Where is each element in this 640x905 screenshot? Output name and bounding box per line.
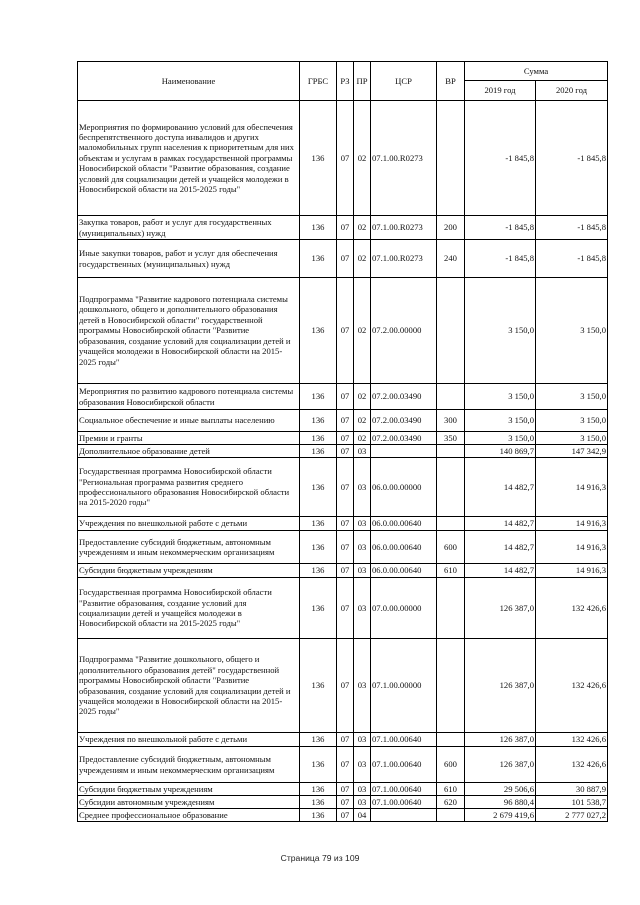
row-pr: 02 <box>354 101 371 216</box>
row-grbs: 136 <box>300 432 337 445</box>
row-grbs: 136 <box>300 809 337 822</box>
row-csr: 06.0.00.00640 <box>371 564 437 578</box>
row-name: Субсидии бюджетным учреждениям <box>78 564 300 578</box>
row-pr: 03 <box>354 747 371 783</box>
row-amount-2020: -1 845,8 <box>536 240 608 278</box>
row-amount-2019: 14 482,7 <box>465 458 536 517</box>
row-rz: 07 <box>337 384 354 410</box>
row-amount-2019: 2 679 419,6 <box>465 809 536 822</box>
row-rz: 07 <box>337 747 354 783</box>
row-amount-2019: 29 506,6 <box>465 783 536 796</box>
row-amount-2020: 14 916,3 <box>536 517 608 531</box>
table-row <box>78 796 608 809</box>
header-rz: РЗ <box>337 62 354 101</box>
row-csr: 07.1.00.R0273 <box>371 240 437 278</box>
row-grbs: 136 <box>300 639 337 733</box>
row-vr: 600 <box>437 747 465 783</box>
table-body <box>78 101 608 822</box>
row-amount-2020: 30 887,9 <box>536 783 608 796</box>
row-rz: 07 <box>337 458 354 517</box>
row-pr: 02 <box>354 410 371 432</box>
table-row <box>78 216 608 240</box>
row-csr <box>371 445 437 458</box>
table-row <box>78 278 608 384</box>
row-name: Подпрограмма "Развитие дошкольного, общего и дополнительного образования детей" государственной программы Новосибирской области "Развитие образования, создание условий для социализации детей и учащейся молодежи в Новосибирской области на 2015-2025 годы" <box>78 639 300 733</box>
table-row <box>78 445 608 458</box>
table-row <box>78 639 608 733</box>
row-name: Иные закупки товаров, работ и услуг для обеспечения государственных (муниципальных) нужд <box>78 240 300 278</box>
table-row <box>78 809 608 822</box>
row-vr: 610 <box>437 564 465 578</box>
budget-table <box>77 61 608 822</box>
row-rz: 07 <box>337 432 354 445</box>
row-amount-2020: 132 426,6 <box>536 733 608 747</box>
table-row <box>78 517 608 531</box>
row-vr <box>437 733 465 747</box>
header-2020: 2020 год <box>536 81 608 101</box>
row-grbs: 136 <box>300 796 337 809</box>
row-rz: 07 <box>337 733 354 747</box>
row-grbs: 136 <box>300 517 337 531</box>
table-row <box>78 564 608 578</box>
row-csr: 07.2.00.03490 <box>371 410 437 432</box>
row-csr: 07.1.00.R0273 <box>371 216 437 240</box>
table-row <box>78 458 608 517</box>
row-grbs: 136 <box>300 101 337 216</box>
row-vr <box>437 101 465 216</box>
row-name: Закупка товаров, работ и услуг для государственных (муниципальных) нужд <box>78 216 300 240</box>
row-amount-2020: 3 150,0 <box>536 384 608 410</box>
row-amount-2020: 2 777 027,2 <box>536 809 608 822</box>
row-csr: 06.0.00.00640 <box>371 517 437 531</box>
row-vr <box>437 278 465 384</box>
row-csr: 07.2.00.03490 <box>371 384 437 410</box>
row-name: Субсидии бюджетным учреждениям <box>78 783 300 796</box>
table-row <box>78 578 608 639</box>
row-vr: 600 <box>437 531 465 564</box>
header-vr: ВР <box>437 62 465 101</box>
row-amount-2019: -1 845,8 <box>465 240 536 278</box>
row-name: Государственная программа Новосибирской области "Региональная программа развития среднего профессионального образования Новосибирской области на 2015-2020 годы" <box>78 458 300 517</box>
row-rz: 07 <box>337 240 354 278</box>
row-amount-2019: -1 845,8 <box>465 216 536 240</box>
row-grbs: 136 <box>300 458 337 517</box>
row-name: Предоставление субсидий бюджетным, автономным учреждениям и иным некоммерческим организациям <box>78 531 300 564</box>
row-vr <box>437 445 465 458</box>
row-amount-2019: 126 387,0 <box>465 733 536 747</box>
row-csr: 07.1.00.R0273 <box>371 101 437 216</box>
row-rz: 07 <box>337 517 354 531</box>
row-name: Предоставление субсидий бюджетным, автономным учреждениям и иным некоммерческим организациям <box>78 747 300 783</box>
row-vr <box>437 578 465 639</box>
row-pr: 03 <box>354 639 371 733</box>
row-rz: 07 <box>337 101 354 216</box>
row-name: Государственная программа Новосибирской области "Развитие образования, создание условий для социализации детей и учащейся молодежи в Новосибирской области на 2015-2025 годы" <box>78 578 300 639</box>
table-row <box>78 531 608 564</box>
row-pr: 04 <box>354 809 371 822</box>
row-vr: 610 <box>437 783 465 796</box>
row-grbs: 136 <box>300 747 337 783</box>
row-grbs: 136 <box>300 216 337 240</box>
row-amount-2020: 14 916,3 <box>536 531 608 564</box>
row-grbs: 136 <box>300 564 337 578</box>
row-amount-2019: 3 150,0 <box>465 410 536 432</box>
row-pr: 03 <box>354 531 371 564</box>
row-amount-2019: 14 482,7 <box>465 531 536 564</box>
row-rz: 07 <box>337 216 354 240</box>
row-name: Премии и гранты <box>78 432 300 445</box>
row-grbs: 136 <box>300 733 337 747</box>
table-row <box>78 432 608 445</box>
table-row <box>78 240 608 278</box>
row-amount-2020: 132 426,6 <box>536 639 608 733</box>
row-pr: 03 <box>354 578 371 639</box>
header-csr: ЦСР <box>371 62 437 101</box>
row-pr: 03 <box>354 445 371 458</box>
row-amount-2019: 126 387,0 <box>465 578 536 639</box>
row-rz: 07 <box>337 783 354 796</box>
row-pr: 03 <box>354 564 371 578</box>
row-rz: 07 <box>337 278 354 384</box>
row-name: Учреждения по внешкольной работе с детьми <box>78 517 300 531</box>
row-rz: 07 <box>337 578 354 639</box>
row-amount-2020: 3 150,0 <box>536 278 608 384</box>
row-rz: 07 <box>337 445 354 458</box>
row-csr: 07.2.00.03490 <box>371 432 437 445</box>
row-grbs: 136 <box>300 578 337 639</box>
row-name: Субсидии автономным учреждениям <box>78 796 300 809</box>
row-amount-2020: 132 426,6 <box>536 578 608 639</box>
row-vr <box>437 458 465 517</box>
row-pr: 03 <box>354 458 371 517</box>
row-amount-2019: 14 482,7 <box>465 517 536 531</box>
row-pr: 03 <box>354 796 371 809</box>
table-row <box>78 410 608 432</box>
row-rz: 07 <box>337 564 354 578</box>
row-amount-2019: -1 845,8 <box>465 101 536 216</box>
table-row <box>78 783 608 796</box>
row-rz: 07 <box>337 410 354 432</box>
row-amount-2020: -1 845,8 <box>536 216 608 240</box>
row-amount-2019: 126 387,0 <box>465 639 536 733</box>
table-row <box>78 384 608 410</box>
row-pr: 02 <box>354 240 371 278</box>
row-amount-2020: 147 342,9 <box>536 445 608 458</box>
row-name: Подпрограмма "Развитие кадрового потенциала системы дошкольного, общего и дополнительного образования детей в Новосибирской области" государственной программы Новосибирской области "Развитие образования, создание условий для социализации детей и учащейся молодежи в Новосибирской области на 2015-2025 годы" <box>78 278 300 384</box>
header-name: Наименование <box>78 62 300 101</box>
table-row <box>78 733 608 747</box>
row-grbs: 136 <box>300 445 337 458</box>
row-pr: 03 <box>354 517 371 531</box>
row-name: Учреждения по внешкольной работе с детьми <box>78 733 300 747</box>
row-csr: 07.1.00.00640 <box>371 796 437 809</box>
row-amount-2019: 14 482,7 <box>465 564 536 578</box>
row-name: Мероприятия по формированию условий для обеспечения беспрепятственного доступа инвалидов и других маломобильных групп населения к приоритетным для них объектам и услугам в рамках государственной программы Новосибирской области "Развитие образования, создание условий для социализации детей и учащейся молодежи в Новосибирской области на 2015-2025 годы" <box>78 101 300 216</box>
row-csr: 07.2.00.00000 <box>371 278 437 384</box>
row-amount-2019: 3 150,0 <box>465 432 536 445</box>
table-header-row <box>78 62 608 81</box>
row-vr: 620 <box>437 796 465 809</box>
row-vr: 200 <box>437 216 465 240</box>
row-amount-2019: 3 150,0 <box>465 278 536 384</box>
row-csr <box>371 809 437 822</box>
row-grbs: 136 <box>300 240 337 278</box>
row-amount-2020: 14 916,3 <box>536 564 608 578</box>
row-vr <box>437 517 465 531</box>
row-name: Среднее профессиональное образование <box>78 809 300 822</box>
row-vr <box>437 639 465 733</box>
row-grbs: 136 <box>300 410 337 432</box>
row-csr: 07.1.00.00640 <box>371 747 437 783</box>
row-rz: 07 <box>337 796 354 809</box>
row-grbs: 136 <box>300 531 337 564</box>
header-sum: Сумма <box>465 62 608 81</box>
row-csr: 07.1.00.00640 <box>371 733 437 747</box>
row-vr: 350 <box>437 432 465 445</box>
row-csr: 06.0.00.00640 <box>371 531 437 564</box>
row-name: Социальное обеспечение и иные выплаты населению <box>78 410 300 432</box>
row-amount-2020: 14 916,3 <box>536 458 608 517</box>
row-grbs: 136 <box>300 278 337 384</box>
row-pr: 03 <box>354 733 371 747</box>
row-amount-2020: 132 426,6 <box>536 747 608 783</box>
row-amount-2020: 3 150,0 <box>536 432 608 445</box>
header-2019: 2019 год <box>465 81 536 101</box>
row-pr: 03 <box>354 783 371 796</box>
row-amount-2019: 126 387,0 <box>465 747 536 783</box>
row-pr: 02 <box>354 432 371 445</box>
table-row <box>78 101 608 216</box>
row-grbs: 136 <box>300 783 337 796</box>
row-pr: 02 <box>354 278 371 384</box>
row-csr: 07.1.00.00640 <box>371 783 437 796</box>
row-vr: 300 <box>437 410 465 432</box>
header-grbs: ГРБС <box>300 62 337 101</box>
row-vr: 240 <box>437 240 465 278</box>
table-row <box>78 747 608 783</box>
row-rz: 07 <box>337 809 354 822</box>
row-csr: 07.1.00.00000 <box>371 639 437 733</box>
row-name: Дополнительное образование детей <box>78 445 300 458</box>
row-vr <box>437 384 465 410</box>
row-csr: 06.0.00.00000 <box>371 458 437 517</box>
row-pr: 02 <box>354 216 371 240</box>
row-grbs: 136 <box>300 384 337 410</box>
row-vr <box>437 809 465 822</box>
row-amount-2020: 3 150,0 <box>536 410 608 432</box>
row-amount-2019: 140 869,7 <box>465 445 536 458</box>
row-amount-2020: -1 845,8 <box>536 101 608 216</box>
header-pr: ПР <box>354 62 371 101</box>
row-amount-2020: 101 538,7 <box>536 796 608 809</box>
row-amount-2019: 3 150,0 <box>465 384 536 410</box>
row-amount-2019: 96 880,4 <box>465 796 536 809</box>
row-rz: 07 <box>337 639 354 733</box>
row-pr: 02 <box>354 384 371 410</box>
row-csr: 07.0.00.00000 <box>371 578 437 639</box>
page-footer: Страница 79 из 109 <box>280 853 360 863</box>
row-rz: 07 <box>337 531 354 564</box>
row-name: Мероприятия по развитию кадрового потенциала системы образования Новосибирской области <box>78 384 300 410</box>
